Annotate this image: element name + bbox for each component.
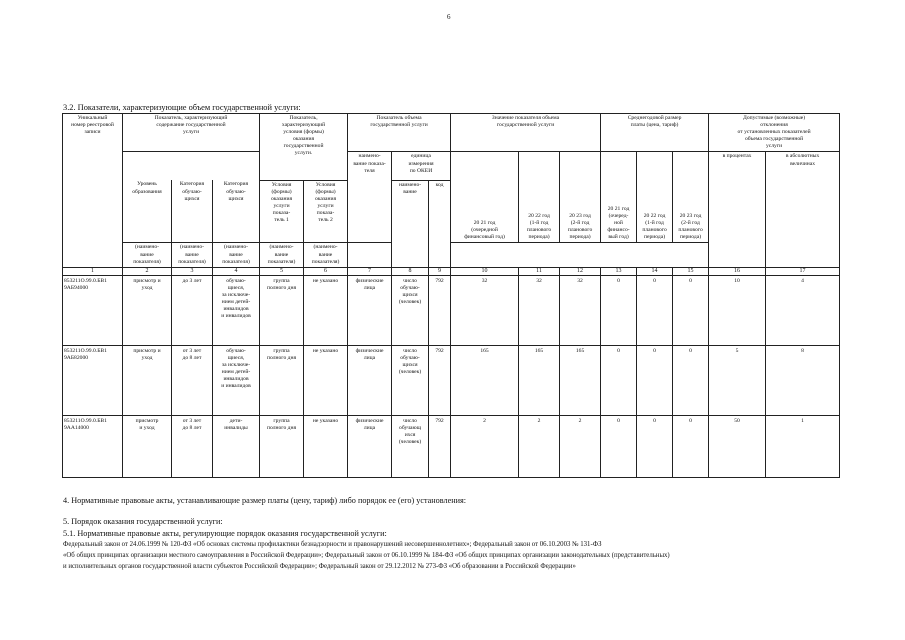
header-year3: 20 23 год (2-й год планового периода) bbox=[560, 152, 601, 243]
cell: до 3 лет bbox=[172, 275, 213, 345]
header-category2: Категория обучаю- щихся bbox=[213, 180, 260, 243]
cell: 2 bbox=[451, 415, 519, 477]
cell: 10 bbox=[709, 275, 766, 345]
header-avg-payment: Среднегодовой размер платы (цена, тариф) bbox=[601, 114, 709, 152]
cell: 0 bbox=[601, 415, 637, 477]
cell: 32 bbox=[451, 275, 519, 345]
section-5-1-text: 5.1. Нормативные правовые акты, регулирующие порядок оказания государственной услуги: bbox=[63, 529, 387, 538]
cell: физические лица bbox=[348, 345, 392, 415]
col-num: 16 bbox=[709, 267, 766, 275]
law-text-line-3: и исполнительных органов государственной власти субъектов Российской Федерации»; Федеральный закон от 29.12.2012 № 273-ФЗ «Об образовании в Российской Федерации» bbox=[63, 563, 576, 570]
cell: 792 bbox=[429, 275, 451, 345]
header-pay-year1: 20 21 год (очеред- ной финансо- вый год) bbox=[601, 152, 637, 243]
col-num: 13 bbox=[601, 267, 637, 275]
cell: 792 bbox=[429, 415, 451, 477]
column-numbers-row bbox=[63, 267, 840, 275]
cell: дети- инвалиды bbox=[213, 415, 260, 477]
cell: 0 bbox=[637, 275, 673, 345]
cell: 0 bbox=[601, 345, 637, 415]
section-title: 3.2. Показатели, характеризующие объем государственной услуги: bbox=[63, 103, 301, 112]
cell: группа полного дня bbox=[260, 275, 304, 345]
cell: 165 bbox=[519, 345, 560, 415]
cell: 2 bbox=[519, 415, 560, 477]
header-year1: 20 21 год (очередной финансовый год) bbox=[451, 152, 519, 243]
section-4-text: 4. Нормативные правовые акты, устанавливающие размер платы (цену, тариф) либо порядок ее (его) установления: bbox=[63, 496, 467, 505]
header-unit-code: код bbox=[429, 180, 451, 267]
col-num: 2 bbox=[123, 267, 172, 275]
col-num: 7 bbox=[348, 267, 392, 275]
header-indicator-spacer bbox=[348, 243, 392, 267]
cell: 1 bbox=[766, 415, 840, 477]
col-num: 12 bbox=[560, 267, 601, 275]
section-5-text: 5. Порядок оказания государственной услуги: bbox=[63, 517, 223, 526]
cell: физические лица bbox=[348, 275, 392, 345]
header-year2: 20 22 год (1-й год планового периода) bbox=[519, 152, 560, 243]
header-pay-year2: 20 22 год (1-й год планового периода) bbox=[637, 152, 673, 243]
cell: число обучаю- щихся (человек) bbox=[392, 345, 429, 415]
header-unit-name: наимено- вание bbox=[392, 180, 429, 267]
col-num: 5 bbox=[260, 267, 304, 275]
header-content-indicator: Показатель, характеризующий содержание государственной услуги bbox=[123, 114, 260, 152]
header-name-note-2: (наимено- вание показателя) bbox=[123, 243, 172, 267]
col-num: 9 bbox=[429, 267, 451, 275]
cell-registry-number: 853211О.99.0.БВ1 9АБ82000 bbox=[63, 345, 123, 415]
header-content-spacer bbox=[123, 152, 260, 181]
col-num: 15 bbox=[673, 267, 709, 275]
table-row bbox=[63, 415, 840, 477]
cell: 2 bbox=[560, 415, 601, 477]
header-pay-year3: 20 23 год (2-й год планового периода) bbox=[673, 152, 709, 243]
cell: число обучающ ихся (человек) bbox=[392, 415, 429, 477]
cell: присмотр и уход bbox=[123, 345, 172, 415]
header-indicator-name: наимено- вание показа- теля bbox=[348, 152, 392, 243]
cell: число обучаю- щихся (человек) bbox=[392, 275, 429, 345]
cell: 0 bbox=[673, 415, 709, 477]
col-num: 11 bbox=[519, 267, 560, 275]
cell-registry-number: 853211О.99.0.БВ1 9АА14000 bbox=[63, 415, 123, 477]
cell: 32 bbox=[560, 275, 601, 345]
cell: 4 bbox=[766, 275, 840, 345]
cell: группа полного дня bbox=[260, 345, 304, 415]
cell: не указано bbox=[304, 345, 348, 415]
cell: группа полного дня bbox=[260, 415, 304, 477]
header-edu-level: Уровень образования bbox=[123, 180, 172, 243]
header-conditions-indicator: Показатель, характеризующий условия (формы) оказания государственной услуги. bbox=[260, 114, 348, 181]
cell: 0 bbox=[637, 415, 673, 477]
table-row bbox=[63, 345, 840, 415]
header-deviation: Допустимые (возможные) отклонения от установленных показателей объема государственной услуги bbox=[709, 114, 840, 152]
law-text-line-1: Федеральный закон от 24.06.1999 № 120-ФЗ «Об основах системы профилактики безнадзорности и правонарушений несовершеннолетних»; Федеральный закон от 06.10.2003 № 131-ФЗ bbox=[63, 541, 602, 548]
header-volume-indicator: Показатель объема государственной услуги bbox=[348, 114, 451, 152]
col-num: 17 bbox=[766, 267, 840, 275]
table-row bbox=[63, 275, 840, 345]
header-condition1: Условия (формы) оказания услуги показа- тель 1 bbox=[260, 180, 304, 243]
cell: 0 bbox=[601, 275, 637, 345]
cell-registry-number: 853211О.99.0.БВ1 9АБ94000 bbox=[63, 275, 123, 345]
header-values-spacer bbox=[451, 243, 709, 267]
col-num: 8 bbox=[392, 267, 429, 275]
header-category1: Категория обучаю- щихся bbox=[172, 180, 213, 243]
header-name-note-4: (наимено- вание показателя) bbox=[213, 243, 260, 267]
cell: не указано bbox=[304, 415, 348, 477]
cell: обучаю- щиеся, за исключе- нием детей- инвалидов и инвалидов bbox=[213, 275, 260, 345]
header-unit: единица измерения по ОКЕИ bbox=[392, 152, 451, 181]
cell: от 3 лет до 8 лет bbox=[172, 415, 213, 477]
col-num: 3 bbox=[172, 267, 213, 275]
header-volume-value: Значение показателя объема государственной услуги bbox=[451, 114, 601, 152]
header-condition2: Условия (формы) оказания услуги показа- тель 2 bbox=[304, 180, 348, 243]
cell: 8 bbox=[766, 345, 840, 415]
cell: обучаю- щиеся, за исключе- нием детей- инвалидов и инвалидов bbox=[213, 345, 260, 415]
cell: не указано bbox=[304, 275, 348, 345]
header-name-note-3: (наимено- вание показателя) bbox=[172, 243, 213, 267]
col-num: 10 bbox=[451, 267, 519, 275]
law-text-line-2: «Об общих принципах организации местного самоуправления в Российской Федерации»; Федеральный закон от 06.10.1999 № 184-ФЗ «Об общих принципах организации законодательных (представительных) bbox=[63, 552, 670, 559]
page-number: 6 bbox=[447, 13, 451, 21]
col-num: 4 bbox=[213, 267, 260, 275]
cell: 165 bbox=[560, 345, 601, 415]
cell: физические лица bbox=[348, 415, 392, 477]
header-unique-number: Уникальный номер реестровой записи bbox=[63, 114, 123, 268]
cell: присмотр и уход bbox=[123, 275, 172, 345]
header-name-note-6: (наимено- вание показателя) bbox=[304, 243, 348, 267]
cell: 5 bbox=[709, 345, 766, 415]
col-num: 14 bbox=[637, 267, 673, 275]
cell: присмотр и уход bbox=[123, 415, 172, 477]
cell: 32 bbox=[519, 275, 560, 345]
header-absolute: в абсолютных величинах bbox=[766, 152, 840, 267]
cell: 50 bbox=[709, 415, 766, 477]
header-name-note-5: (наимено- вание показателя) bbox=[260, 243, 304, 267]
cell: 165 bbox=[451, 345, 519, 415]
cell: 792 bbox=[429, 345, 451, 415]
col-num: 1 bbox=[63, 267, 123, 275]
cell: 0 bbox=[637, 345, 673, 415]
cell: 0 bbox=[673, 275, 709, 345]
cell: от 3 лет до 8 лет bbox=[172, 345, 213, 415]
col-num: 6 bbox=[304, 267, 348, 275]
header-percent: в процентах bbox=[709, 152, 766, 267]
volume-indicators-table bbox=[62, 113, 839, 478]
cell: 0 bbox=[673, 345, 709, 415]
